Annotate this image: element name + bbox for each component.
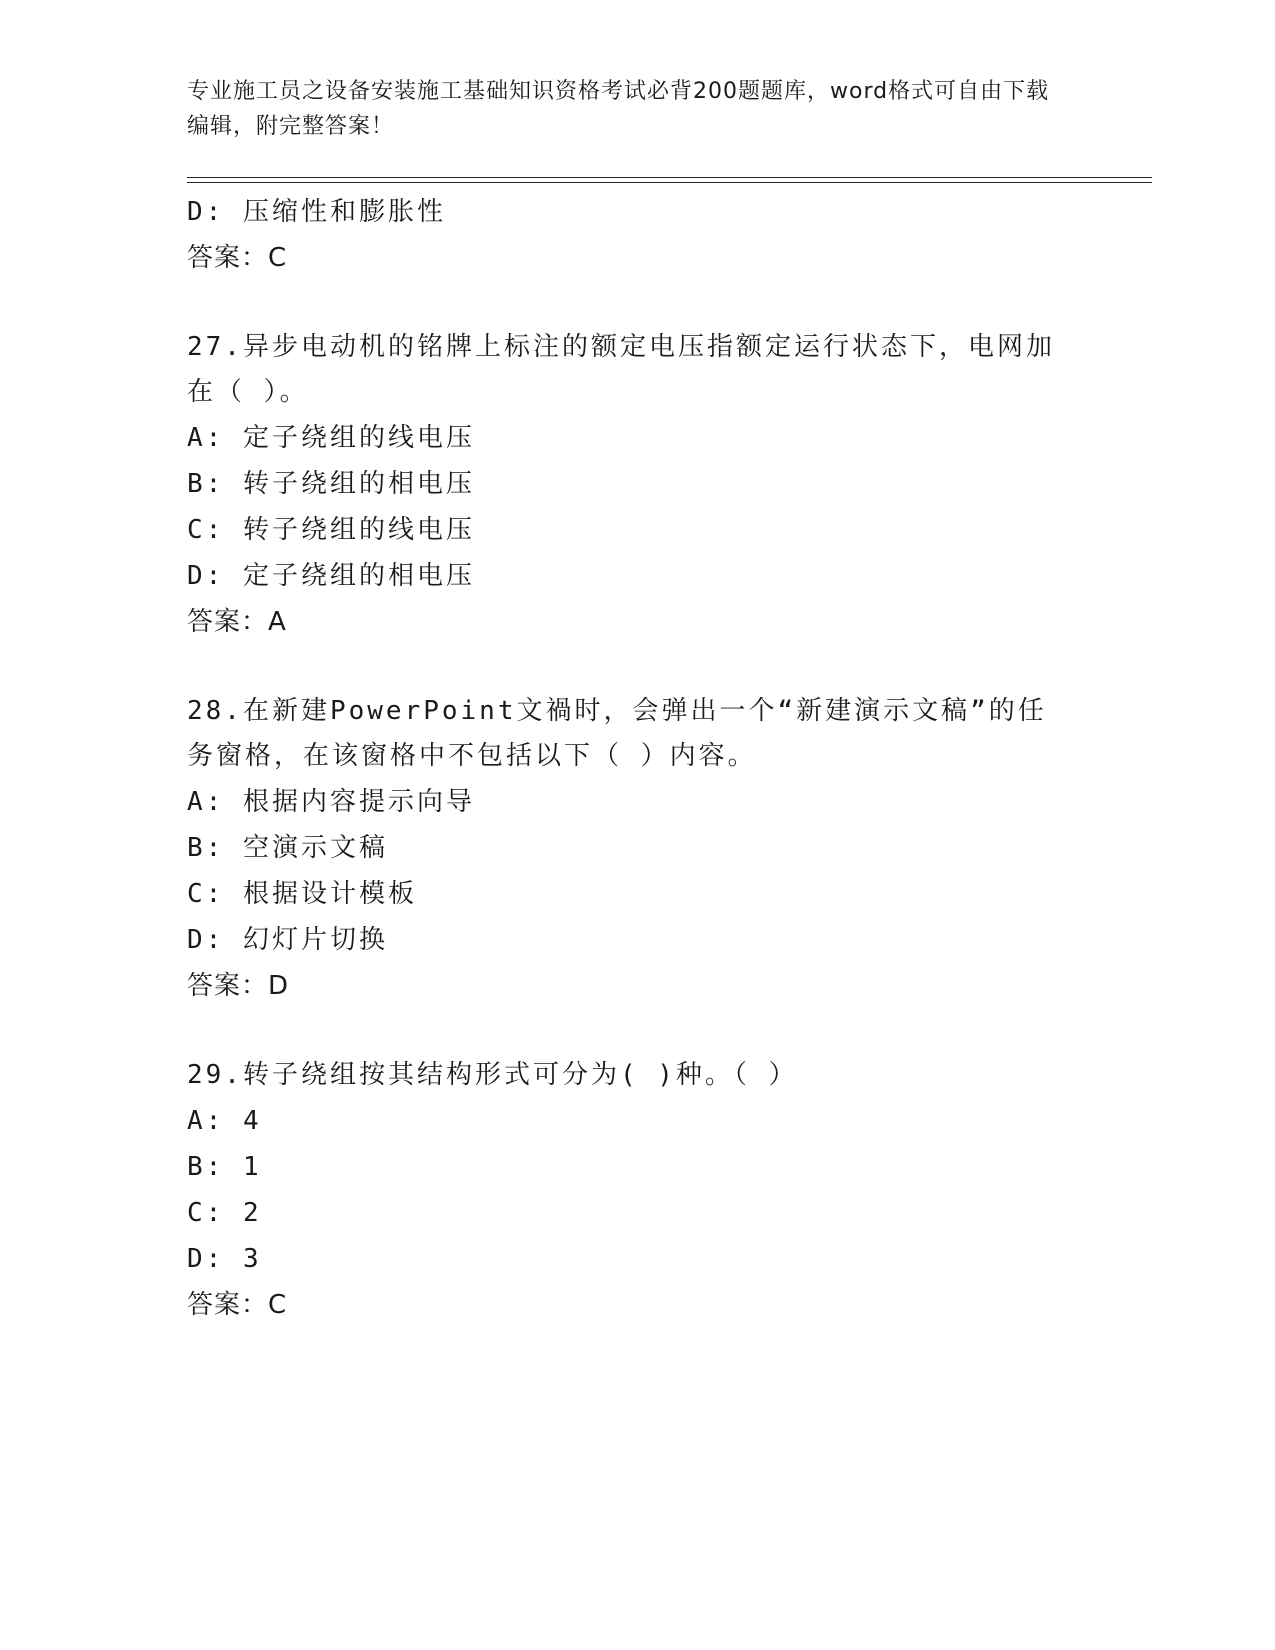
- option-a: A: 4: [187, 1106, 262, 1136]
- carryover-option-d: D: 压缩性和膨胀性: [187, 197, 446, 227]
- option-c: C: 2: [187, 1198, 262, 1228]
- option-d: D: 定子绕组的相电压: [187, 561, 475, 591]
- option-d: D: 3: [187, 1244, 262, 1274]
- question-stem: 28.在新建PowerPoint文禍时，会弹出一个“新建演示文稿”的任务窗格，在该窗格中不包括以下（ ）内容。: [187, 696, 1047, 771]
- answer: 答案：D: [187, 971, 290, 1001]
- header-divider-bottom: [187, 182, 1152, 183]
- option-c: C: 转子绕组的线电压: [187, 515, 475, 545]
- option-b: B: 1: [187, 1152, 262, 1182]
- option-a: A: 根据内容提示向导: [187, 787, 475, 817]
- carryover-answer: 答案：C: [187, 243, 288, 273]
- spacer: [187, 645, 1087, 689]
- answer: 答案：A: [187, 607, 287, 637]
- question-27: [187, 325, 1087, 645]
- spacer: [187, 281, 1087, 325]
- question-list: [187, 189, 1087, 1328]
- spacer: [187, 1009, 1087, 1053]
- option-b: B: 转子绕组的相电压: [187, 469, 475, 499]
- option-c: C: 根据设计模板: [187, 879, 417, 909]
- option-d: D: 幻灯片切换: [187, 925, 388, 955]
- header-divider-top: [187, 177, 1152, 178]
- question-29: [187, 1053, 1087, 1328]
- option-b: B: 空演示文稿: [187, 833, 388, 863]
- document-header-title: 专业施工员之设备安装施工基础知识资格考试必背200题题库，word格式可自由下载编辑，附完整答案！: [187, 79, 1050, 139]
- question-stem: 27.异步电动机的铭牌上标注的额定电压指额定运行状态下，电网加在（ ）。: [187, 332, 1055, 407]
- question-stem: 29.转子绕组按其结构形式可分为( )种。（ ）: [187, 1060, 798, 1090]
- option-a: A: 定子绕组的线电压: [187, 423, 475, 453]
- answer: 答案：C: [187, 1290, 288, 1320]
- question-28: [187, 689, 1087, 1009]
